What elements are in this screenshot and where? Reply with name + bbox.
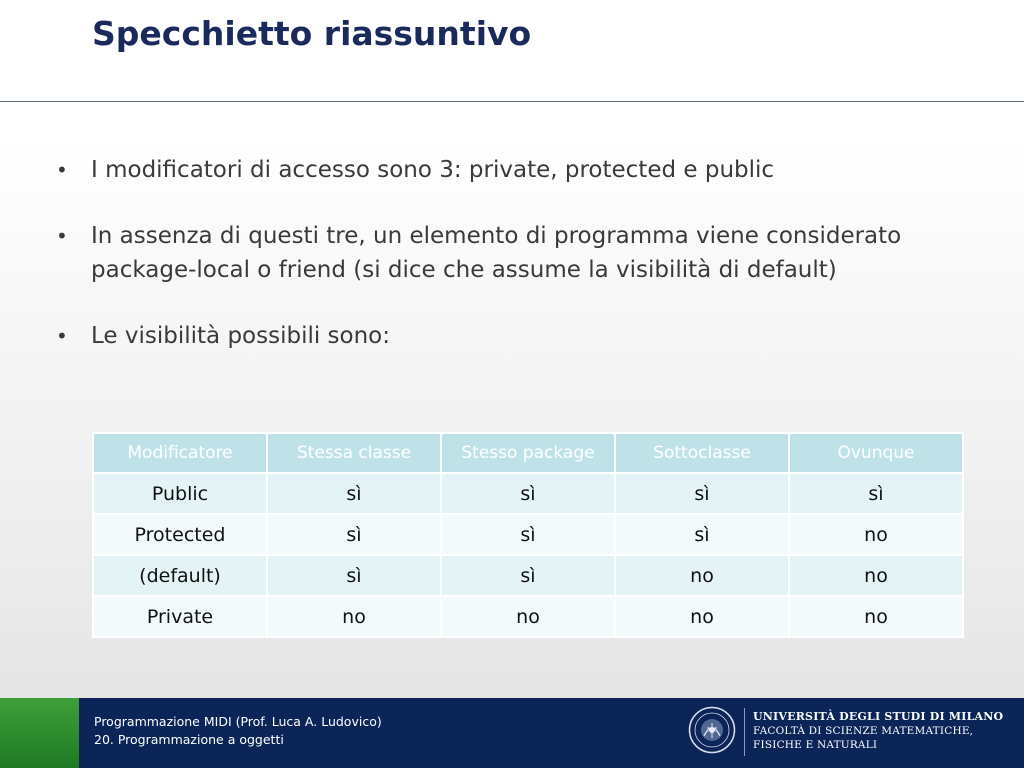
table-row: [93, 596, 963, 637]
header-cell: Stesso package: [441, 433, 615, 473]
footer-course-info: [94, 713, 382, 749]
table-cell: sì: [615, 514, 789, 555]
table-cell: no: [615, 596, 789, 637]
header-cell: Ovunque: [789, 433, 963, 473]
visibility-table-container: [92, 432, 964, 638]
slide-title: Specchietto riassuntivo: [92, 14, 532, 53]
table-header-row: [93, 433, 963, 473]
university-seal-icon: [688, 706, 736, 754]
table-cell: Private: [93, 596, 267, 637]
footer-logo-divider: [744, 708, 745, 756]
bullet-item: [56, 153, 956, 187]
header-cell: Stessa classe: [267, 433, 441, 473]
table-cell: sì: [441, 514, 615, 555]
footer-course-title: Programmazione MIDI (Prof. Luca A. Ludovico): [94, 714, 382, 729]
bullet-icon: •: [56, 324, 68, 348]
table-cell: sì: [441, 555, 615, 596]
bullet-text: I modificatori di accesso sono 3: private, protected e public: [91, 157, 775, 183]
table-row: [93, 555, 963, 596]
table-cell: sì: [615, 473, 789, 514]
university-wordmark: [753, 710, 1003, 752]
table-cell: no: [789, 514, 963, 555]
title-divider: [0, 101, 1024, 102]
bullet-text: In assenza di questi tre, un elemento di programma viene considerato package-local o friend (si dice che assume la visibilità di default): [91, 223, 902, 283]
visibility-table: [92, 432, 964, 638]
bullet-list: [56, 153, 956, 385]
bullet-item: [56, 219, 956, 287]
faculty-name-line1: FACOLTÀ DI SCIENZE MATEMATICHE,: [753, 725, 974, 737]
bullet-icon: •: [56, 158, 68, 182]
university-name: UNIVERSITÀ DEGLI STUDI DI MILANO: [753, 710, 1004, 723]
bullet-text: Le visibilità possibili sono:: [91, 323, 390, 349]
table-cell: sì: [789, 473, 963, 514]
table-cell: sì: [441, 473, 615, 514]
bullet-item: [56, 319, 956, 353]
footer-lesson-title: 20. Programmazione a oggetti: [94, 732, 284, 747]
slide-footer: [0, 698, 1024, 768]
header-cell: Sottoclasse: [615, 433, 789, 473]
table-cell: sì: [267, 473, 441, 514]
table-cell: no: [267, 596, 441, 637]
table-cell: (default): [93, 555, 267, 596]
header-cell: Modificatore: [93, 433, 267, 473]
table-cell: no: [789, 555, 963, 596]
bullet-icon: •: [56, 224, 68, 248]
table-cell: no: [615, 555, 789, 596]
table-cell: sì: [267, 555, 441, 596]
table-row: [93, 514, 963, 555]
table-cell: sì: [267, 514, 441, 555]
table-cell: no: [441, 596, 615, 637]
table-cell: Public: [93, 473, 267, 514]
table-row: [93, 473, 963, 514]
faculty-name-line2: FISICHE E NATURALI: [753, 739, 878, 751]
table-cell: Protected: [93, 514, 267, 555]
footer-accent-bar: [0, 698, 79, 768]
table-cell: no: [789, 596, 963, 637]
